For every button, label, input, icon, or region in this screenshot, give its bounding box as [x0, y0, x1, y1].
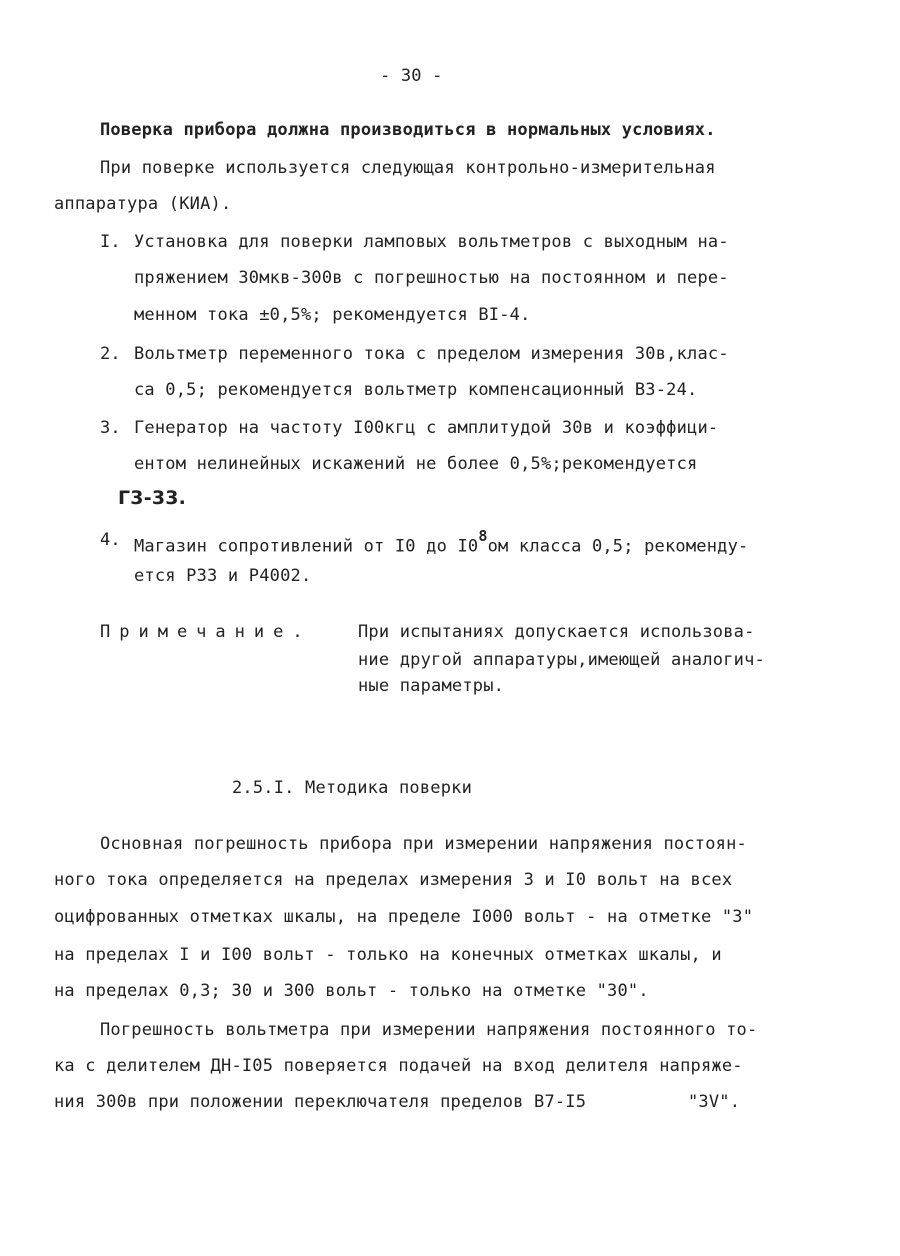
list-item-3-line-1: Генератор на частоту I00кгц с амплитудой 30в и коэффици- — [134, 418, 719, 438]
note-line-2: ние другой аппаратуры,имеющей аналогич- — [358, 650, 765, 670]
paragraph-1-line-4: на пределах I и I00 вольт - только на конечных отметках шкалы, и — [54, 945, 722, 965]
list-item-3-handwritten-model: Г3-33. — [118, 487, 187, 509]
paragraph-2-range-mark: "3V". — [688, 1092, 741, 1112]
note-line-3: ные параметры. — [358, 676, 505, 696]
exponent-superscript: 8 — [478, 527, 488, 545]
note-label: Примечание. — [100, 622, 312, 642]
list-item-2-line-1: Вольтметр переменного тока с пределом измерения 30в,клас- — [134, 344, 729, 364]
page-number: - 30 - — [380, 66, 443, 86]
note-line-1: При испытаниях допускается использова- — [358, 622, 755, 642]
paragraph-2-line-3: ния 300в при положении переключателя пределов В7-I5 — [54, 1092, 587, 1112]
intro-line-3: аппаратура (КИА). — [54, 194, 232, 214]
paragraph-2-line-2: ка с делителем ДН-I05 поверяется подачей на вход делителя напряже- — [54, 1056, 743, 1076]
list-item-1-line-3: менном тока ±0,5%; рекомендуется ВI-4. — [134, 305, 531, 325]
list-marker-4: 4. — [100, 530, 121, 550]
list-item-4-line-1 — [134, 528, 748, 559]
list-item-3-line-2: ентом нелинейных искажений не более 0,5%;рекомендуется — [134, 454, 698, 474]
intro-line-2: При поверке используется следующая контрольно-измерительная — [100, 158, 716, 178]
list-item-2-line-2: са 0,5; рекомендуется вольтметр компенсационный В3-24. — [134, 380, 698, 400]
paragraph-1-line-2: ного тока определяется на пределах измерения 3 и I0 вольт на всех — [54, 870, 733, 890]
list-item-1-line-2: пряжением 30мкв-300в с погрешностью на постоянном и пере- — [134, 268, 729, 288]
list-item-4-line-2: ется Р33 и Р4002. — [134, 566, 312, 586]
section-heading: 2.5.I. Методика поверки — [232, 778, 473, 798]
intro-line-1: Поверка прибора должна производиться в нормальных условиях. — [100, 120, 716, 140]
list-item-4-line-1-tail: ом класса 0,5; рекоменду- — [487, 536, 749, 557]
list-marker-3: 3. — [100, 418, 121, 438]
list-marker-1: I. — [100, 232, 121, 252]
paragraph-1-line-1: Основная погрешность прибора при измерении напряжения постоян- — [100, 834, 747, 854]
paragraph-1-line-5: на пределах 0,3; 30 и 300 вольт - только на отметке "30". — [54, 981, 649, 1001]
paragraph-1-line-3: оцифрованных отметках шкалы, на пределе I000 вольт - на отметке "3" — [54, 907, 754, 927]
list-marker-2: 2. — [100, 344, 121, 364]
list-item-1-line-1: Установка для поверки ламповых вольтметров с выходным на- — [134, 232, 729, 252]
list-item-4-line-1-head: Магазин сопротивлений от I0 до I0 — [134, 536, 479, 557]
paragraph-2-line-1: Погрешность вольтметра при измерении напряжения постоянного то- — [100, 1020, 758, 1040]
